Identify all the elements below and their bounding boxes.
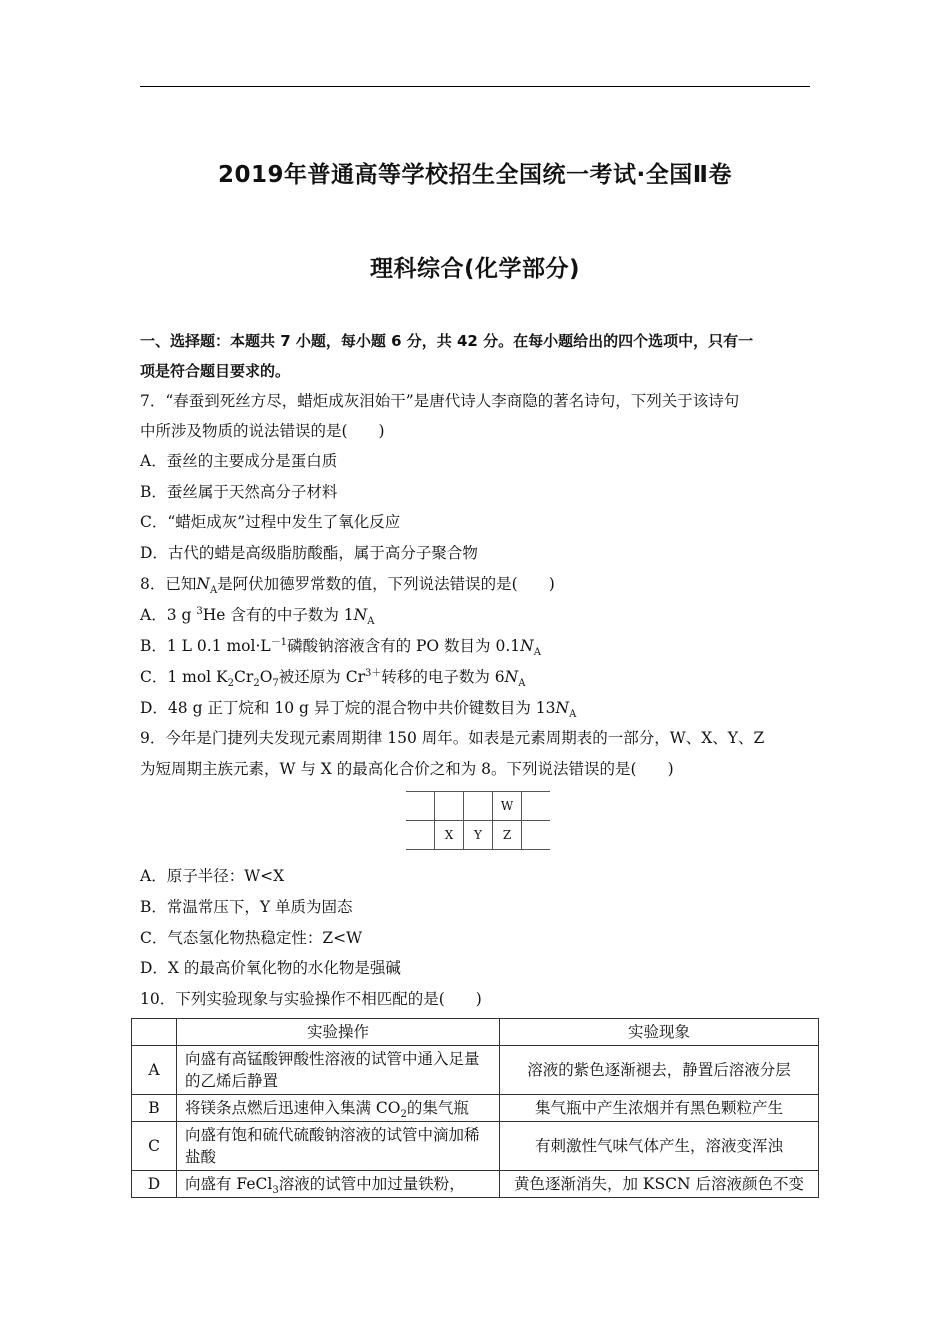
q9-stem-line1: 9．今年是门捷列夫发现元素周期律 150 周年。如表是元素周期表的一部分，W、X、Y、Z [140, 729, 765, 747]
q8-stem: 8．已知$N_A$是阿伏加德罗常数的值，下列说法错误的是( ) [140, 575, 555, 597]
row-key: A [132, 1046, 177, 1095]
periodic-cell [406, 821, 435, 850]
row-phenomenon: 黄色逐渐消失，加 KSCN 后溶液颜色不变 [500, 1171, 819, 1198]
q8-option-d: D．48 g 正丁烷和 10 g 异丁烷的混合物中共价键数目为 $13N_A$ [140, 699, 577, 721]
q9-option-c: C．气态氢化物热稳定性：Z<W [140, 929, 363, 947]
row-key: D [132, 1171, 177, 1198]
page-subtitle: 理科综合(化学部分) [369, 256, 581, 282]
q9-option-d: D．X 的最高价氧化物的水化物是强碱 [140, 959, 401, 977]
row-phenomenon: 溶液的紫色逐渐褪去，静置后溶液分层 [500, 1046, 819, 1095]
q9-stem-line2: 为短周期主族元素，W 与 X 的最高化合价之和为 8。下列说法错误的是( ) [140, 760, 674, 778]
table-row [132, 1171, 819, 1198]
q7-stem-line2: 中所涉及物质的说法错误的是( ) [140, 422, 385, 440]
q9-option-a: A．原子半径：W<X [140, 867, 285, 885]
q7-option-c: C．“蜡炬成灰”过程中发生了氧化反应 [140, 513, 401, 531]
periodic-cell-w: W [493, 792, 522, 821]
row-phenomenon: 集气瓶中产生浓烟并有黑色颗粒产生 [500, 1095, 819, 1122]
periodic-row-2 [406, 821, 550, 850]
q7-option-b: B．蚕丝属于天然高分子材料 [140, 483, 338, 501]
periodic-cell-z: Z [493, 821, 522, 850]
periodic-row-1 [406, 792, 550, 821]
table-row [132, 1046, 819, 1095]
periodic-cell [406, 792, 435, 821]
periodic-cell [435, 792, 464, 821]
periodic-cell-x: X [435, 821, 464, 850]
q7-option-d: D．古代的蜡是高级脂肪酸酯，属于高分子聚合物 [140, 544, 478, 562]
q8-option-a: A．3 g $^3$He 含有的中子数为 $1N_A$ [140, 605, 375, 628]
q8-option-c: C．1 mol $K_2Cr_2O_7$被还原为 $Cr^{3+}$转移的电子数为 $6N_A$ [140, 667, 526, 690]
periodic-cell [464, 792, 493, 821]
row-operation: 向盛有 FeCl$_3$溶液的试管中加过量铁粉， [177, 1171, 500, 1198]
row-operation: 将镁条点燃后迅速伸入集满 $CO_2$的集气瓶 [177, 1095, 500, 1122]
table-row [132, 1095, 819, 1122]
q9-option-b: B．常温常压下，Y 单质为固态 [140, 898, 353, 916]
table-header-operation: 实验操作 [177, 1019, 500, 1046]
page-title: 2019年普通高等学校招生全国统一考试·全国Ⅱ卷 [218, 162, 732, 188]
q7-stem-line1: 7．“春蚕到死丝方尽，蜡炬成灰泪始干”是唐代诗人李商隐的著名诗句，下列关于该诗句 [140, 392, 740, 410]
row-operation: 向盛有高锰酸钾酸性溶液的试管中通入足量的乙烯后静置 [177, 1046, 500, 1095]
q10-stem: 10．下列实验现象与实验操作不相匹配的是( ) [140, 990, 482, 1008]
table-header-phenomenon: 实验现象 [500, 1019, 819, 1046]
row-operation: 向盛有饱和硫代硫酸钠溶液的试管中滴加稀盐酸 [177, 1122, 500, 1171]
q8-option-b: B．1 L 0.1 $mol\cdot L^{-1}$磷酸钠溶液含有的 PO 数目为 $0.1N_A$ [140, 636, 541, 659]
table-header-row [132, 1019, 819, 1046]
table-header-blank [132, 1019, 177, 1046]
header-rule [140, 86, 810, 87]
periodic-table-fragment [406, 791, 550, 850]
q7-option-a: A．蚕丝的主要成分是蛋白质 [140, 452, 338, 470]
row-phenomenon: 有刺激性气味气体产生，溶液变浑浊 [500, 1122, 819, 1171]
section-heading-line2: 项是符合题目要求的。 [140, 362, 291, 380]
section-heading-line1: 一、选择题：本题共 7 小题，每小题 6 分，共 42 分。在每小题给出的四个选项中，只有一 [140, 332, 754, 350]
row-key: B [132, 1095, 177, 1122]
table-row [132, 1122, 819, 1171]
periodic-cell [522, 792, 551, 821]
experiment-table [131, 1018, 819, 1198]
row-key: C [132, 1122, 177, 1171]
periodic-cell [522, 821, 551, 850]
periodic-cell-y: Y [464, 821, 493, 850]
